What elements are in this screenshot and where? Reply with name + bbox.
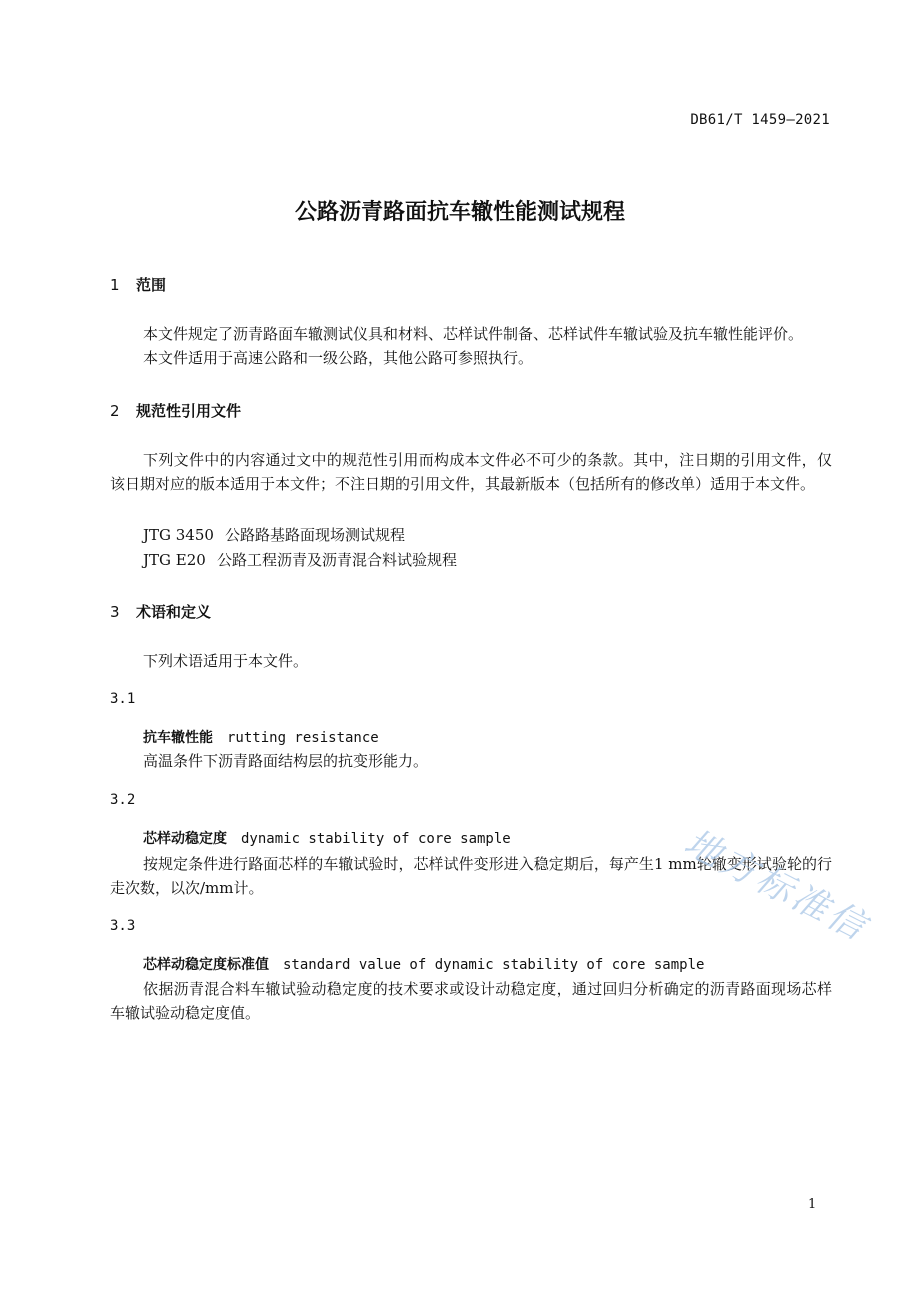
- term-chinese: 芯样动稳定度标准值: [143, 957, 269, 973]
- term-chinese: 抗车辙性能: [143, 730, 213, 746]
- section-3-intro: 下列术语适用于本文件。: [143, 652, 309, 670]
- reference-code: JTG 3450: [143, 526, 214, 544]
- term-english: dynamic stability of core sample: [241, 831, 511, 847]
- reference-item: [143, 524, 405, 545]
- clause-number: 3.3: [110, 918, 136, 934]
- clause-number: 3.2: [110, 792, 136, 808]
- term-english: rutting resistance: [227, 730, 379, 746]
- term-heading: [143, 727, 379, 747]
- section-1-paragraph-1: 本文件规定了沥青路面车辙测试仪具和材料、芯样试件制备、芯样试件车辙试验及抗车辙性能评价。: [143, 325, 804, 343]
- term-english: standard value of dynamic stability of core sample: [283, 957, 705, 973]
- term-definition: 依据沥青混合料车辙试验动稳定度的技术要求或设计动稳定度，通过回归分析确定的沥青路面现场芯样车辙试验动稳定度值。: [110, 980, 832, 1022]
- document-number: DB61/T 1459—2021: [690, 112, 830, 128]
- section-title: 规范性引用文件: [136, 402, 242, 420]
- watermark: 地方标准信: [677, 822, 875, 950]
- section-1-paragraph-2: 本文件适用于高速公路和一级公路，其他公路可参照执行。: [143, 349, 534, 367]
- section-2-heading: [110, 400, 241, 421]
- reference-item: [143, 549, 457, 570]
- term-heading: [143, 954, 704, 974]
- section-3-heading: [110, 601, 211, 622]
- section-title: 术语和定义: [136, 603, 212, 621]
- term-heading: [143, 828, 511, 848]
- clause-number: 3.1: [110, 691, 136, 707]
- section-number: 2: [110, 402, 120, 420]
- reference-name: 公路工程沥青及沥青混合料试验规程: [217, 551, 458, 569]
- section-1-heading: [110, 274, 166, 295]
- page-number: 1: [808, 1197, 817, 1212]
- page-title: 公路沥青路面抗车辙性能测试规程: [294, 200, 625, 225]
- reference-name: 公路路基路面现场测试规程: [225, 526, 406, 544]
- term-definition: 高温条件下沥青路面结构层的抗变形能力。: [143, 752, 429, 770]
- section-number: 1: [110, 276, 120, 294]
- term-definition: 按规定条件进行路面芯样的车辙试验时，芯样试件变形进入稳定期后，每产生1 mm轮辙变形试验轮的行走次数，以次/mm计。: [110, 855, 832, 897]
- section-title: 范围: [136, 276, 167, 294]
- section-number: 3: [110, 603, 120, 621]
- reference-code: JTG E20: [143, 551, 206, 569]
- section-2-paragraph: 下列文件中的内容通过文中的规范性引用而构成本文件必不可少的条款。其中，注日期的引用文件，仅该日期对应的版本适用于本文件；不注日期的引用文件，其最新版本（包括所有的修改单）适用于本文件。: [110, 451, 832, 493]
- term-chinese: 芯样动稳定度: [143, 831, 227, 847]
